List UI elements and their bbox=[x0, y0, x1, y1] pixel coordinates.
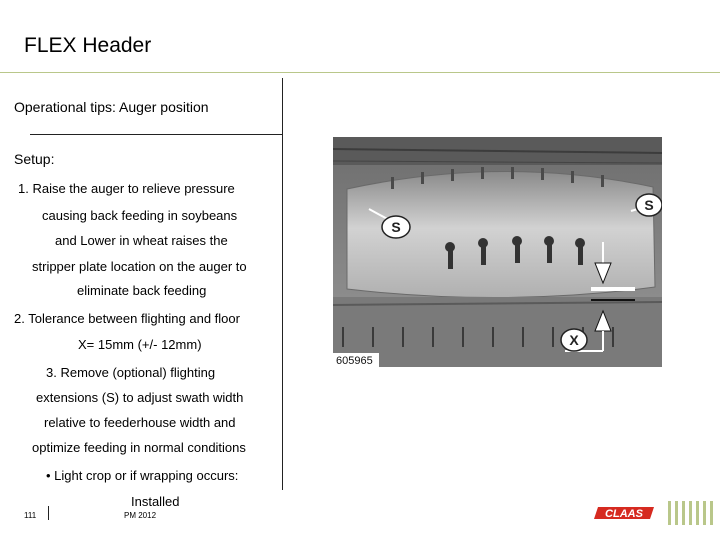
page-number: 111 bbox=[24, 511, 37, 520]
setup-heading: Setup: bbox=[14, 151, 55, 167]
text-line: X= 15mm (+/- 12mm) bbox=[78, 337, 202, 352]
page-title: FLEX Header bbox=[24, 34, 152, 57]
text-line: extensions (S) to adjust swath width bbox=[36, 390, 244, 405]
claas-logo bbox=[594, 506, 654, 520]
title-divider bbox=[0, 72, 720, 73]
text-line: stripper plate location on the auger to bbox=[32, 259, 247, 274]
callout-x: X bbox=[569, 332, 579, 348]
text-line: optimize feeding in normal conditions bbox=[32, 440, 246, 455]
text-line: and Lower in wheat raises the bbox=[55, 233, 228, 248]
footer-divider bbox=[48, 506, 49, 520]
svg-text:CLAAS: CLAAS bbox=[605, 508, 643, 520]
text-line: 2. Tolerance between flighting and floor bbox=[14, 311, 240, 326]
text-line: causing back feeding in soybeans bbox=[42, 208, 238, 223]
photo-id: 605965 bbox=[336, 355, 373, 367]
callout-s-right: S bbox=[644, 197, 654, 213]
installed-label: Installed bbox=[131, 494, 180, 509]
text-line: eliminate back feeding bbox=[77, 283, 207, 298]
section-subtitle: Operational tips: Auger position bbox=[14, 99, 209, 115]
column-divider bbox=[282, 78, 283, 490]
brand-stripes bbox=[666, 501, 716, 525]
bullet-line: • Light crop or if wrapping occurs: bbox=[46, 468, 239, 483]
auger-photo bbox=[333, 137, 662, 367]
footer-date: PM 2012 bbox=[124, 511, 157, 520]
text-line: 1. Raise the auger to relieve pressure bbox=[18, 181, 235, 196]
subtitle-divider bbox=[30, 134, 282, 135]
text-line: relative to feederhouse width and bbox=[44, 415, 236, 430]
callout-s-left: S bbox=[391, 219, 401, 235]
text-line: 3. Remove (optional) flighting bbox=[46, 365, 216, 380]
